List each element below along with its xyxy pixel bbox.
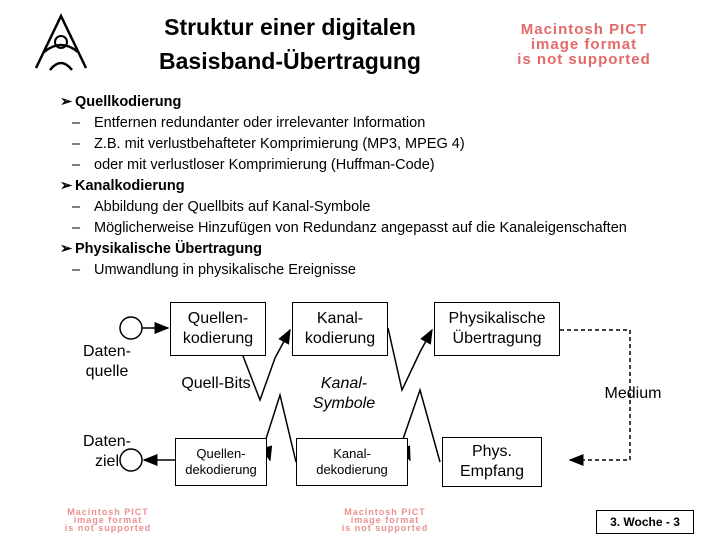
physical-transmission-box: Physikalische Übertragung <box>434 302 560 356</box>
pict-unsupported-notice-bottom-center <box>330 508 440 532</box>
arrow-bullet-icon: ➢ <box>60 178 73 194</box>
source-node <box>120 317 142 339</box>
pict-line: Macintosh PICT <box>520 21 648 38</box>
channel-decoding-box: Kanal- dekodierung <box>296 438 408 486</box>
source-decoding-box: Quellen- dekodierung <box>175 438 267 486</box>
sub-bullet-item: – oder mit verlustloser Komprimierung (Huffman-Code) <box>72 157 435 173</box>
arrow-bullet-icon: ➢ <box>60 241 73 257</box>
channel-coding-box: Kanal- kodierung <box>292 302 388 356</box>
bullet-item: ➢ Physikalische Übertragung <box>60 239 710 260</box>
pict-line: image format <box>350 515 420 525</box>
pict-line: is not supported <box>341 523 429 533</box>
pict-line: is not supported <box>64 523 152 533</box>
sub-bullet-item: – Entfernen redundanter oder irrelevanter Information <box>72 115 426 131</box>
pict-line: is not supported <box>517 51 651 68</box>
data-sink-label: Daten- ziel <box>82 433 132 470</box>
title-line-1: Struktur einer digitalen <box>164 14 416 40</box>
pict-unsupported-notice-bottom-left <box>20 508 196 532</box>
medium-label: Medium <box>604 385 662 402</box>
sub-bullet-item: – Abbildung der Quellbits auf Kanal-Symbole <box>72 199 371 215</box>
pict-line: Macintosh PICT <box>67 507 149 517</box>
pict-line: image format <box>73 515 143 525</box>
data-source-label: Daten- quelle <box>82 343 132 380</box>
physical-reception-box: Phys. Empfang <box>442 437 542 487</box>
sub-bullet-item: – Umwandlung in physikalische Ereignisse <box>72 262 356 278</box>
title-line-2: Basisband-Übertragung <box>159 48 421 74</box>
channel-symbols-label: Kanal- Symbole <box>312 375 376 412</box>
source-bits-label: Quell-Bits <box>181 375 251 392</box>
bullet-item: ➢ Quellkodierung <box>60 92 710 113</box>
pict-line: image format <box>530 36 638 53</box>
arrow-bullet-icon: ➢ <box>60 94 73 110</box>
sub-bullet-item: – Möglicherweise Hinzufügen von Redundanz angepasst auf die Kanaleigenschaften <box>72 220 627 236</box>
pict-line: Macintosh PICT <box>344 507 426 517</box>
bullet-item: ➢ Kanalkodierung <box>60 176 710 197</box>
source-coding-box: Quellen- kodierung <box>170 302 266 356</box>
page-number-label: 3. Woche - 3 <box>596 510 694 534</box>
sub-bullet-item: – Z.B. mit verlustbehafteter Komprimierung (MP3, MPEG 4) <box>72 136 465 152</box>
